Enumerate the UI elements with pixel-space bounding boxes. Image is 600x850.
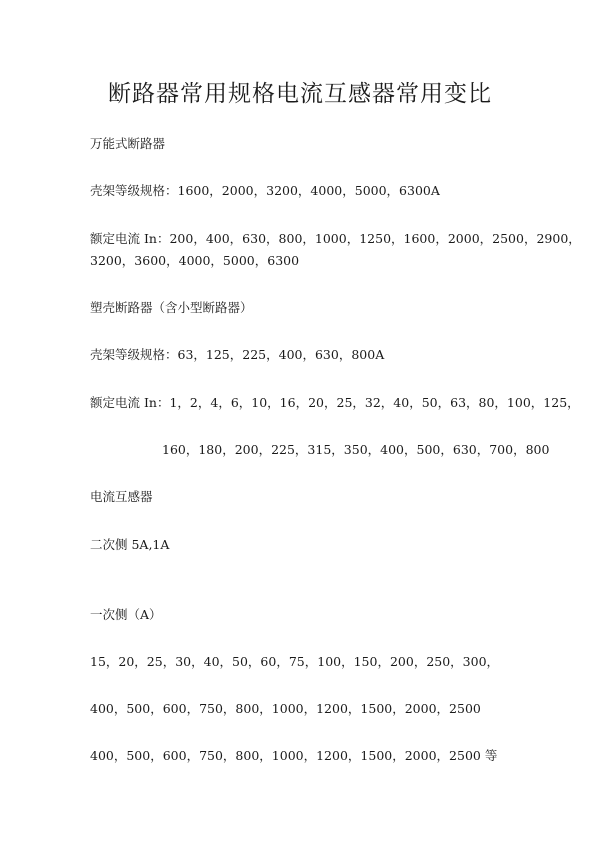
mccb-rated-current-line-1: 额定电流 In：1，2，4，6，10，16，20，25，32，40，50，63，80，100，125， <box>90 395 580 410</box>
acb-heading: 万能式断路器 <box>90 136 166 151</box>
acb-rated-current-line-1: 额定电流 In：200，400，630，800，1000，1250，1600，2000，2500，2900， <box>90 231 581 246</box>
ct-primary-values-line-3: 400，500，600，750，800，1000，1200，1500，2000，2500 等 <box>90 748 498 763</box>
mccb-rated-current-line-2: 160，180，200，225，315，350，400，500，630，700，800 <box>162 442 550 457</box>
ct-primary-heading: 一次侧（A） <box>90 607 162 622</box>
ct-secondary-side: 二次侧 5A,1A <box>90 537 170 552</box>
page-title: 断路器常用规格电流互感器常用变比 <box>108 81 492 107</box>
ct-primary-values-line-1: 15，20，25，30，40，50，60，75，100，150，200，250，300， <box>90 654 500 669</box>
ct-heading: 电流互感器 <box>90 489 153 504</box>
acb-rated-current-line-2: 3200，3600，4000，5000，6300 <box>90 253 300 268</box>
mccb-frame-sizes: 壳架等级规格：63，125，225，400，630，800A <box>90 347 385 362</box>
ct-primary-values-line-2: 400，500，600，750，800，1000，1200，1500，2000，2500 <box>90 701 481 716</box>
mccb-heading: 塑壳断路器（含小型断路器） <box>90 300 253 315</box>
acb-frame-sizes: 壳架等级规格：1600，2000，3200，4000，5000，6300A <box>90 183 440 198</box>
